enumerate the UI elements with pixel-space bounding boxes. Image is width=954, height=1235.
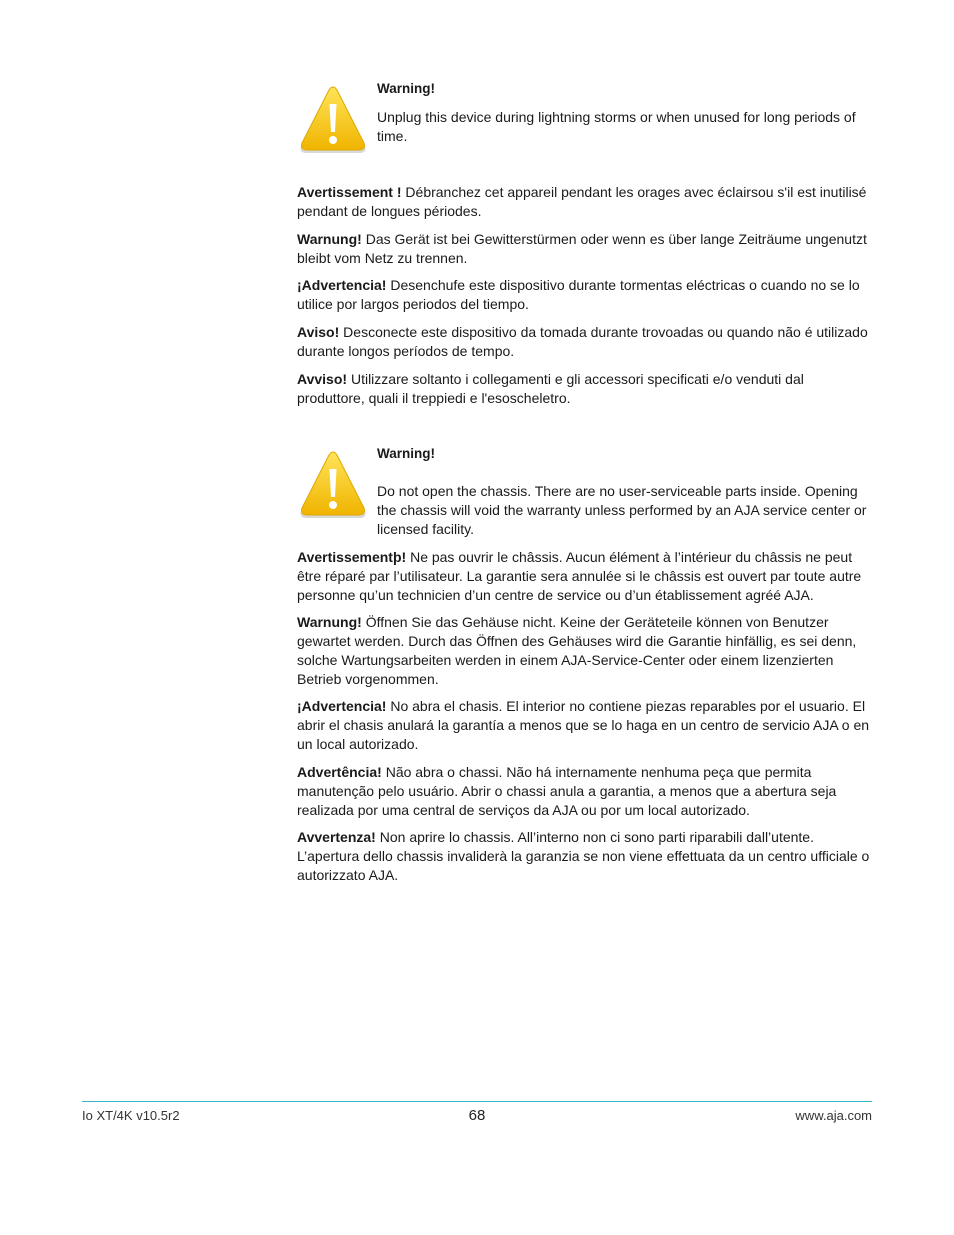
translation-paragraph-fr [297,548,872,605]
paragraph-text: Desenchufe este dispositivo durante tormentas eléctricas o cuando no se lo utilice por largos periodos del tiempo. [297,277,860,312]
paragraph-text: Das Gerät ist bei Gewitterstürmen oder wenn es über lange Zeiträume ungenutzt bleibt vom Netz zu trennen. [297,231,867,266]
footer-website-link[interactable]: www.aja.com [795,1108,872,1123]
warning-text: Do not open the chassis. There are no user-serviceable parts inside. Opening the chassis will void the warranty unless performed by an AJA service center or licensed facility. [377,483,867,537]
paragraph-label: Avviso! [297,371,348,387]
warning-title: Warning! [377,81,435,96]
paragraph-label: Warnung! [297,614,362,630]
translation-paragraph-es [297,276,872,314]
translation-paragraph-it [297,828,872,885]
paragraph-text: Não abra o chassi. Não há internamente nenhuma peça que permita manutenção pelo usuário. Abrir o chassi anula a garantia, a menos que a abertura seja realizada por uma central de serviços da AJA ou por um local autorizado. [297,764,837,818]
footer-product-version: Io XT/4K v10.5r2 [82,1108,180,1123]
paragraph-text: Öffnen Sie das Gehäuse nicht. Keine der Geräteteile können von Benutzer gewartet werden. Durch das Öffnen des Gehäuses wird die Garantie hinfällig, es sei denn, solche Wartungsarbeiten werden in einem AJA-Service-Center oder einem lizenzierten Betrieb vorgenommen. [297,614,857,687]
translation-paragraph-fr [297,183,872,221]
paragraph-text: Débranchez cet appareil pendant les orages avec éclairsou s'il est inutilisé pendant de longues périodes. [297,184,867,219]
translation-paragraph-es [297,697,872,754]
warning-triangle-icon [297,86,369,156]
paragraph-label: Avvertenza! [297,829,376,845]
paragraph-label: Advertência! [297,764,382,780]
paragraph-text: Non aprire lo chassis. All’interno non ci sono parti riparabili dall’utente. L’apertura dello chassis invaliderà la garanzia se non viene effettuata da un centro ufficiale o autorizzato AJA. [297,829,870,883]
translation-paragraph-de [297,230,872,268]
warning-text: Unplug this device during lightning storms or when unused for long periods of time. [377,109,856,144]
warning-title: Warning! [377,446,435,461]
paragraph-text: Utilizzare soltanto i collegamenti e gli accessori specificati e/o venduti dal produttore, quali il treppiedi e l'esoscheletro. [297,371,804,406]
translation-paragraph-it [297,370,872,408]
paragraph-label: ¡Advertencia! [297,277,387,293]
paragraph-label: Aviso! [297,324,340,340]
paragraph-label: Warnung! [297,231,362,247]
paragraph-text: No abra el chasis. El interior no contiene piezas reparables por el usuario. El abrir el chasis anulará la garantía a menos que se lo haga en un centro de servicio AJA o en un local autorizado. [297,698,870,752]
paragraph-label: Avertissementþ! [297,549,407,565]
paragraph-label: Avertissement ! [297,184,402,200]
paragraph-text: Ne pas ouvrir le châssis. Aucun élément à l’intérieur du châssis ne peut être réparé par l’utilisateur. La garantie sera annulée si le châssis est ouvert par toute autre personne qu’un technicien d’un centre de service ou d’un établissement agréé AJA. [297,549,862,603]
paragraph-label: ¡Advertencia! [297,698,387,714]
translation-paragraph-pt [297,763,872,820]
paragraph-text: Desconecte este dispositivo da tomada durante trovoadas ou quando não é utilizado durante longos períodos de tempo. [297,324,868,359]
footer-divider [82,1101,872,1102]
translation-paragraph-de [297,613,872,689]
page-number: 68 [468,1107,486,1124]
translation-paragraph-pt [297,323,872,361]
warning-triangle-icon [297,451,369,521]
